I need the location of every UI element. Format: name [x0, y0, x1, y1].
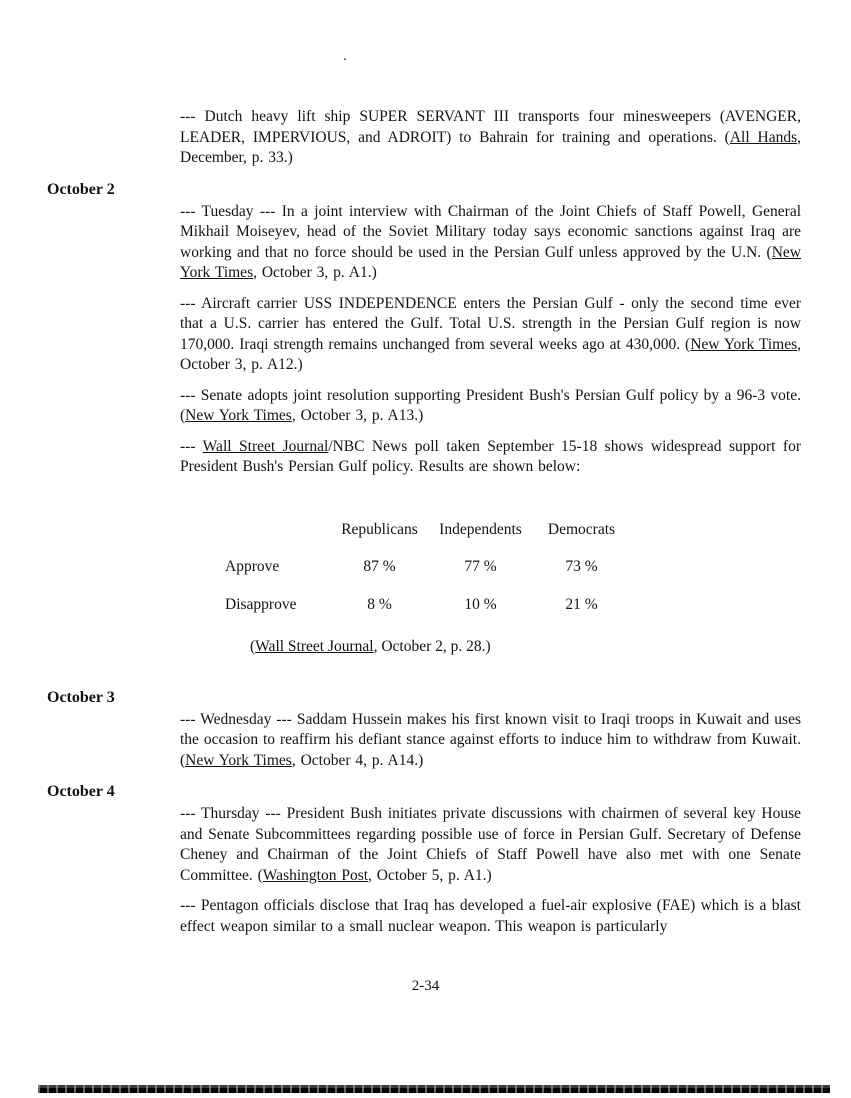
poll-column-header: Republicans: [341, 520, 418, 538]
poll-value-cell: 8 %: [367, 595, 392, 613]
document-blocks: [0, 107, 851, 947]
poll-table-row: [225, 557, 851, 578]
poll-value-cell: 77 %: [464, 558, 497, 575]
entry-paragraph: [180, 386, 801, 427]
text-segment: --- Aircraft carrier USS INDEPENDENCE enters the Persian Gulf - only the second time ever that a U.S. carrier has entered the Gulf. Total U.S. strength in the Persian Gulf region is now 170,000. Iraqi strength remains unchanged from several weeks ago at 430,000. (: [180, 294, 801, 353]
entry-paragraph: [180, 710, 801, 772]
text-segment: , October 2, p. 28.): [373, 638, 491, 655]
date-heading: October 4: [47, 783, 115, 800]
poll-table-row: [225, 595, 851, 616]
text-segment: , October 5, p. A1.): [368, 866, 492, 884]
scan-dot-artifact: .: [343, 48, 347, 64]
text-segment: , October 3, p. A12.): [180, 335, 801, 373]
poll-label-spacer: [225, 520, 332, 541]
poll-value-cell: 73 %: [565, 558, 598, 575]
publication-name: Wall Street Journal: [255, 638, 374, 655]
entry-paragraph: [180, 294, 801, 376]
poll-value-cell: 10 %: [464, 595, 497, 613]
entry-paragraph: [180, 896, 801, 937]
text-segment: --- Dutch heavy lift ship SUPER SERVANT III transports four minesweepers (AVENGER, LEADER, IMPERVIOUS, and ADROIT) to Bahrain for training and operations. (: [180, 108, 801, 146]
entry-paragraph: [180, 804, 801, 886]
text-segment: /NBC News poll taken September 15-18 shows widespread support for President Bush's Persian Gulf policy. Results are shown below:: [180, 437, 801, 475]
poll-row-label: Approve: [225, 558, 280, 575]
publication-name: New York Times: [185, 407, 292, 424]
publication-name: New York Times: [180, 243, 801, 281]
text-segment: , October 4, p. A14.): [291, 751, 424, 769]
entry-paragraph: [180, 202, 801, 284]
publication-name: All Hands: [729, 128, 798, 146]
text-segment: --- Senate adopts joint resolution supporting President Bush's Persian Gulf policy by a 96-3 vote. (: [180, 386, 801, 424]
poll-row-label: Disapprove: [225, 595, 297, 613]
poll-column-header: Independents: [439, 520, 522, 538]
text-segment: (: [250, 638, 256, 655]
publication-name: New York Times: [690, 335, 798, 353]
text-segment: , December, p. 33.): [180, 128, 801, 166]
text-segment: --- Pentagon officials disclose that Iraq has developed a fuel-air explosive (FAE) which is a blast effect weapon similar to a small nuclear weapon. This weapon is particularly: [180, 897, 801, 935]
text-segment: --- Tuesday --- In a joint interview with Chairman of the Joint Chiefs of Staff Powell, General Mikhail Moiseyev, head of the Soviet Military today says economic sanctions against Iraq are working and that no force should be used in the Persian Gulf unless approved by the U.N. (: [180, 202, 801, 261]
date-heading: October 2: [47, 180, 115, 198]
poll-column-header: Democrats: [547, 520, 616, 538]
text-segment: , October 3, p. A1.): [253, 264, 377, 281]
text-segment: ---: [180, 437, 203, 455]
entry-paragraph: [180, 437, 801, 478]
entry-paragraph: [180, 107, 801, 169]
scan-artifact-bar: [38, 1085, 830, 1093]
text-segment: , October 3, p. A13.): [291, 407, 424, 424]
poll-header-row: [225, 520, 851, 541]
poll-results-table: [225, 520, 851, 616]
date-heading: October 3: [47, 688, 115, 706]
poll-value-cell: 87 %: [363, 558, 396, 575]
publication-name: Wall Street Journal: [202, 437, 329, 455]
table-citation: [250, 637, 851, 658]
page-number: 2-34: [411, 978, 440, 994]
text-segment: --- Thursday --- President Bush initiates private discussions with chairmen of several key House and Senate Subcommittees regarding possible use of force in Persian Gulf. Secretary of Defense Cheney and Chairman of the Joint Chiefs of Staff Powell have also met with one Senate Committee. (: [180, 805, 801, 884]
publication-name: New York Times: [185, 751, 292, 769]
text-segment: --- Wednesday --- Saddam Hussein makes his first known visit to Iraqi troops in Kuwait and uses the occasion to reaffirm his defiant stance against efforts to induce him to withdraw from Kuwait. (: [180, 710, 801, 769]
poll-value-cell: 21 %: [565, 595, 598, 613]
publication-name: Washington Post: [262, 866, 369, 884]
